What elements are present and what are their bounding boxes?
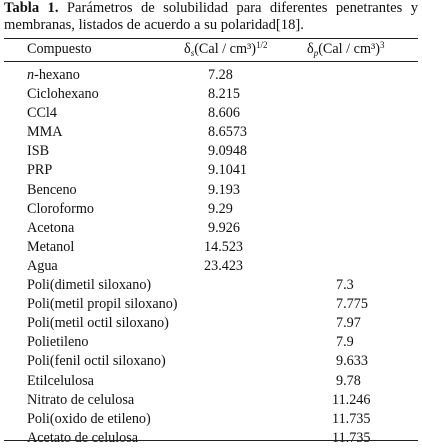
table-row bbox=[0, 295, 422, 314]
header-delta-p-symbol: δ bbox=[307, 41, 314, 57]
header-delta-p-sub: p bbox=[313, 48, 319, 58]
delta-p-value: 7.775 bbox=[336, 296, 368, 313]
compound-label: Agua bbox=[27, 257, 58, 274]
header-delta-s-unit: (Cal / cm³) bbox=[194, 41, 256, 57]
compound-name bbox=[27, 238, 74, 257]
table-caption bbox=[4, 0, 418, 34]
compound-label: MMA bbox=[27, 124, 63, 141]
delta-s-value: 8.606 bbox=[208, 105, 240, 122]
header-delta-s-exp: 1/2 bbox=[255, 40, 268, 50]
compound-label: Ciclohexano bbox=[27, 86, 99, 103]
table-row bbox=[0, 142, 422, 161]
compound-name bbox=[27, 161, 52, 180]
header-delta-s-symbol: δ bbox=[184, 41, 191, 57]
delta-p-value: 7.97 bbox=[336, 315, 361, 332]
table-row bbox=[0, 200, 422, 219]
compound-name bbox=[27, 276, 151, 295]
compound-label: Acetato de celulosa bbox=[27, 429, 139, 446]
table-row bbox=[0, 314, 422, 333]
compound-name bbox=[27, 85, 99, 104]
compound-name bbox=[27, 200, 94, 219]
compound-name bbox=[27, 142, 49, 161]
delta-s-value: 8.215 bbox=[208, 86, 240, 103]
compound-name bbox=[27, 372, 94, 391]
compound-name bbox=[27, 314, 169, 333]
compound-name bbox=[27, 66, 80, 85]
compound-label: Nitrato de celulosa bbox=[27, 391, 135, 408]
header-delta-p-unit: (Cal / cm³) bbox=[318, 41, 380, 57]
delta-p-value: 7.3 bbox=[336, 277, 354, 294]
compound-label: Metanol bbox=[27, 238, 75, 255]
table-header-rule bbox=[4, 61, 418, 62]
delta-s-value: 14.523 bbox=[204, 238, 244, 255]
table-row bbox=[0, 333, 422, 352]
compound-name bbox=[27, 295, 178, 314]
table-row bbox=[0, 410, 422, 429]
delta-s-value: 9.0948 bbox=[208, 143, 248, 160]
delta-p-value: 9.78 bbox=[336, 372, 361, 389]
table-row bbox=[0, 372, 422, 391]
compound-prefix: n bbox=[27, 67, 35, 83]
compound-name bbox=[27, 257, 58, 276]
table-row bbox=[0, 66, 422, 85]
compound-name bbox=[27, 429, 138, 448]
compound-label: Poli(metil octil siloxano) bbox=[27, 315, 169, 332]
header-compuesto-label: Compuesto bbox=[27, 41, 92, 57]
header-delta-p bbox=[307, 41, 384, 57]
compound-label: Etilcelulosa bbox=[27, 372, 94, 389]
compound-name bbox=[27, 333, 88, 352]
delta-s-value: 9.926 bbox=[208, 219, 240, 236]
caption-label: Tabla 1. bbox=[4, 0, 59, 16]
delta-p-value: 11.735 bbox=[332, 429, 371, 446]
compound-name bbox=[27, 181, 77, 200]
compound-name bbox=[27, 410, 151, 429]
delta-p-value: 11.246 bbox=[332, 391, 371, 408]
header-delta-p-exp: 3 bbox=[379, 40, 385, 50]
table-row bbox=[0, 219, 422, 238]
compound-label: Poli(fenil octil siloxano) bbox=[27, 353, 166, 370]
caption-text-1: Parámetros de solubilidad para diferentes penetrantes y bbox=[66, 0, 418, 16]
header-delta-s-sub: s bbox=[190, 48, 195, 58]
delta-s-value: 8.6573 bbox=[208, 124, 248, 141]
compound-label: ISB bbox=[27, 143, 50, 160]
compound-name bbox=[27, 391, 134, 410]
compound-name bbox=[27, 123, 62, 142]
compound-label: PRP bbox=[27, 162, 53, 179]
delta-s-value: 9.1041 bbox=[208, 162, 248, 179]
table-row bbox=[0, 429, 422, 448]
compound-label: CCl4 bbox=[27, 105, 57, 122]
delta-p-value: 9.633 bbox=[336, 353, 368, 370]
compound-label: Poli(oxido de etileno) bbox=[27, 410, 151, 427]
caption-line-1 bbox=[4, 0, 418, 17]
delta-s-value: 9.29 bbox=[208, 200, 233, 217]
table-row bbox=[0, 352, 422, 371]
compound-label: -hexano bbox=[34, 67, 80, 83]
table-body bbox=[0, 66, 422, 448]
table-row bbox=[0, 161, 422, 180]
delta-s-value: 7.28 bbox=[208, 67, 233, 83]
table-row bbox=[0, 181, 422, 200]
delta-p-value: 7.9 bbox=[336, 334, 354, 351]
table-row bbox=[0, 238, 422, 257]
delta-p-value: 11.735 bbox=[332, 410, 371, 427]
delta-s-value: 23.423 bbox=[204, 257, 244, 274]
table-bottom-rule bbox=[4, 440, 418, 441]
table-row bbox=[0, 276, 422, 295]
delta-s-value: 9.193 bbox=[208, 181, 240, 198]
table-row bbox=[0, 391, 422, 410]
header-compuesto bbox=[27, 41, 92, 57]
caption-line-2: membranas, listados de acuerdo a su polaridad[18]. bbox=[4, 17, 304, 33]
compound-label: Polietileno bbox=[27, 334, 89, 351]
table-row bbox=[0, 257, 422, 276]
table-row bbox=[0, 104, 422, 123]
table-row bbox=[0, 123, 422, 142]
compound-label: Poli(metil propil siloxano) bbox=[27, 296, 178, 313]
table-top-rule bbox=[4, 38, 418, 39]
compound-name bbox=[27, 219, 74, 238]
table-row bbox=[0, 85, 422, 104]
compound-label: Acetona bbox=[27, 219, 75, 236]
compound-label: Cloroformo bbox=[27, 200, 94, 217]
compound-label: Poli(dimetil siloxano) bbox=[27, 277, 152, 294]
compound-name bbox=[27, 352, 166, 371]
header-delta-s bbox=[184, 41, 268, 57]
compound-label: Benceno bbox=[27, 181, 77, 198]
compound-name bbox=[27, 104, 57, 123]
